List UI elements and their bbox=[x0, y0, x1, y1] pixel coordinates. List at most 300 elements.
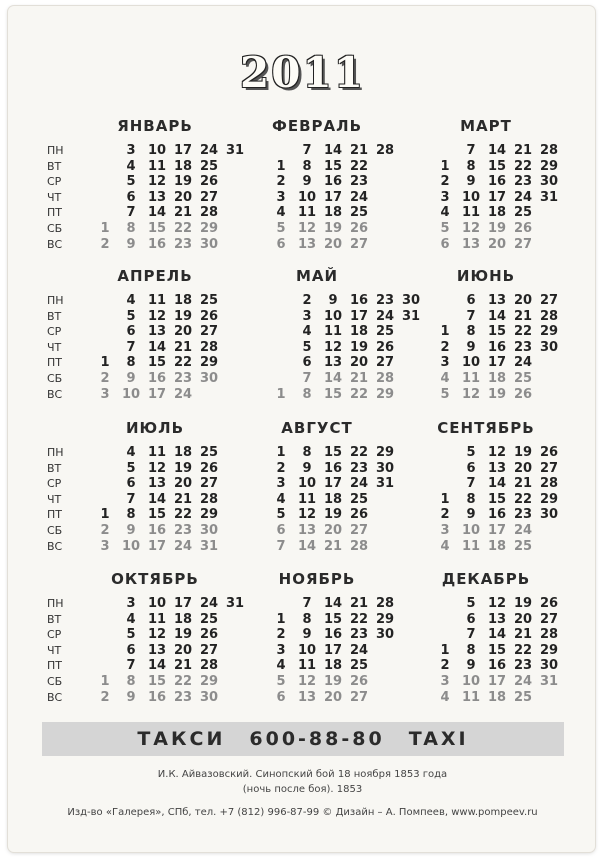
calendar-day: 2 bbox=[100, 371, 110, 386]
calendar-day: 11 bbox=[461, 371, 481, 386]
calendar-day: 9 bbox=[466, 658, 476, 674]
month-name: ФЕВРАЛЬ bbox=[271, 117, 363, 135]
calendar-day: 26 bbox=[349, 507, 369, 523]
calendar-day: 10 bbox=[461, 189, 481, 205]
calendar-day: 10 bbox=[121, 386, 141, 402]
calendar-day: 13 bbox=[487, 293, 507, 308]
calendar-day: 6 bbox=[466, 293, 476, 308]
calendar-day: 14 bbox=[147, 205, 167, 221]
calendar-day: 7 bbox=[466, 627, 476, 643]
calendar-day: 19 bbox=[513, 445, 533, 460]
weekday-label: СР bbox=[47, 477, 62, 491]
weekday-label: ЧТ bbox=[47, 643, 62, 657]
month-name: ОКТЯБРЬ bbox=[111, 570, 199, 588]
weekday-label: ВТ bbox=[47, 461, 62, 475]
calendar-day: 26 bbox=[539, 445, 559, 460]
calendar-day: 29 bbox=[199, 674, 219, 689]
taxi-label-ru: ТАКСИ bbox=[137, 728, 226, 750]
calendar-day: 15 bbox=[487, 642, 507, 658]
calendar-day: 8 bbox=[466, 642, 476, 658]
calendar-day: 20 bbox=[323, 523, 343, 538]
calendar-day: 7 bbox=[302, 596, 312, 611]
calendar-day: 28 bbox=[375, 596, 395, 611]
calendar-day: 5 bbox=[466, 596, 476, 611]
calendar-day: 9 bbox=[126, 689, 136, 705]
calendar-day: 27 bbox=[349, 689, 369, 705]
calendar-day: 11 bbox=[147, 611, 167, 627]
weekday-label: СР bbox=[47, 628, 62, 642]
calendar-day: 24 bbox=[199, 596, 219, 611]
taxi-label-en: TAXI bbox=[408, 728, 469, 750]
calendar-day: 11 bbox=[147, 293, 167, 308]
calendar-day: 16 bbox=[487, 658, 507, 674]
calendar-day: 23 bbox=[513, 507, 533, 523]
calendar-day: 12 bbox=[461, 221, 481, 236]
calendar-day: 16 bbox=[487, 339, 507, 355]
calendar-day: 24 bbox=[375, 308, 395, 324]
calendar-day: 13 bbox=[147, 324, 167, 340]
calendar-day: 9 bbox=[466, 507, 476, 523]
calendar-day: 25 bbox=[349, 658, 369, 674]
calendar-day: 10 bbox=[461, 523, 481, 538]
calendar-day: 5 bbox=[276, 221, 286, 236]
calendar-day: 26 bbox=[349, 221, 369, 236]
calendar-day: 18 bbox=[323, 205, 343, 221]
calendar-day: 7 bbox=[126, 205, 136, 221]
calendar-day: 2 bbox=[100, 236, 110, 252]
calendar-day: 11 bbox=[147, 445, 167, 460]
publisher-footer: Изд-во «Галерея», СПб, тел. +7 (812) 996-87-99 © Дизайн – А. Помпеев, www.pompeev.ru bbox=[67, 807, 538, 818]
calendar-day: 22 bbox=[513, 324, 533, 340]
calendar-day: 18 bbox=[487, 205, 507, 221]
calendar-day: 11 bbox=[297, 491, 317, 507]
calendar-day: 24 bbox=[349, 189, 369, 205]
calendar-day: 23 bbox=[513, 658, 533, 674]
calendar-day: 23 bbox=[349, 627, 369, 643]
weekday-label: ЧТ bbox=[47, 190, 62, 204]
weekday-label: ВС bbox=[47, 539, 63, 553]
weekday-label: ПТ bbox=[47, 356, 62, 370]
calendar-day: 17 bbox=[173, 143, 193, 158]
calendar-day: 22 bbox=[513, 158, 533, 174]
calendar-day: 26 bbox=[199, 627, 219, 643]
calendar-day: 18 bbox=[323, 491, 343, 507]
calendar-day: 19 bbox=[173, 308, 193, 324]
calendar-day: 15 bbox=[147, 221, 167, 236]
weekday-label: СР bbox=[47, 175, 62, 189]
calendar-day: 13 bbox=[297, 236, 317, 252]
calendar-day: 2 bbox=[440, 658, 450, 674]
calendar-day: 30 bbox=[199, 523, 219, 538]
calendar-day: 6 bbox=[440, 236, 450, 252]
calendar-day: 21 bbox=[173, 491, 193, 507]
calendar-day: 15 bbox=[487, 491, 507, 507]
calendar-day: 26 bbox=[199, 308, 219, 324]
calendar-day: 23 bbox=[513, 339, 533, 355]
calendar-day: 30 bbox=[199, 689, 219, 705]
month-name: НОЯБРЬ bbox=[278, 570, 356, 588]
calendar-day: 20 bbox=[173, 642, 193, 658]
calendar-day: 14 bbox=[487, 308, 507, 324]
calendar-day: 19 bbox=[323, 674, 343, 689]
calendar-day: 21 bbox=[513, 476, 533, 492]
calendar-day: 4 bbox=[276, 491, 286, 507]
calendar-day: 2 bbox=[440, 174, 450, 190]
calendar-day: 12 bbox=[147, 308, 167, 324]
calendar-day: 7 bbox=[276, 538, 286, 554]
calendar-day: 2 bbox=[100, 689, 110, 705]
calendar-day: 25 bbox=[199, 445, 219, 460]
calendar-day: 20 bbox=[513, 460, 533, 476]
calendar-day: 2 bbox=[276, 174, 286, 190]
calendar-day: 16 bbox=[487, 174, 507, 190]
weekday-label: СБ bbox=[47, 524, 63, 537]
calendar-day: 1 bbox=[276, 386, 286, 402]
calendar-day: 5 bbox=[276, 674, 286, 689]
calendar-day: 26 bbox=[349, 674, 369, 689]
calendar-day: 24 bbox=[173, 386, 193, 402]
calendar-day: 9 bbox=[302, 627, 312, 643]
calendar-day: 29 bbox=[375, 445, 395, 460]
calendar-day: 7 bbox=[126, 658, 136, 674]
calendar-day: 14 bbox=[297, 538, 317, 554]
month-name: ДЕКАБРЬ bbox=[441, 570, 531, 588]
calendar-day: 15 bbox=[147, 507, 167, 523]
calendar-day: 5 bbox=[302, 339, 312, 355]
calendar-day: 2 bbox=[440, 339, 450, 355]
calendar-day: 1 bbox=[276, 445, 286, 460]
calendar-day: 5 bbox=[440, 386, 450, 402]
calendar-day: 6 bbox=[276, 236, 286, 252]
calendar-day: 27 bbox=[539, 293, 559, 308]
calendar-day: 18 bbox=[173, 293, 193, 308]
calendar-day: 28 bbox=[539, 627, 559, 643]
calendar-day: 11 bbox=[461, 205, 481, 221]
calendar-day: 31 bbox=[199, 538, 219, 554]
calendar-day: 21 bbox=[349, 596, 369, 611]
calendar-day: 6 bbox=[126, 642, 136, 658]
calendar-day: 27 bbox=[539, 460, 559, 476]
calendar-day: 24 bbox=[349, 642, 369, 658]
calendar-day: 17 bbox=[487, 189, 507, 205]
calendar-day: 19 bbox=[173, 460, 193, 476]
calendar-day: 29 bbox=[199, 221, 219, 236]
calendar-day: 16 bbox=[147, 371, 167, 386]
calendar-day: 22 bbox=[349, 445, 369, 460]
calendar-day: 6 bbox=[276, 689, 286, 705]
calendar-day: 19 bbox=[487, 386, 507, 402]
taxi-phone: 600-88-80 bbox=[249, 728, 385, 750]
calendar-day: 13 bbox=[147, 476, 167, 492]
calendar-day: 12 bbox=[461, 386, 481, 402]
calendar-day: 13 bbox=[147, 189, 167, 205]
calendar-day: 25 bbox=[513, 538, 533, 554]
calendar-day: 25 bbox=[513, 371, 533, 386]
painting-caption-line1: И.К. Айвазовский. Синопский бой 18 ноября 1853 года bbox=[157, 769, 448, 780]
calendar-day: 13 bbox=[297, 523, 317, 538]
calendar-day: 29 bbox=[375, 611, 395, 627]
calendar-day: 4 bbox=[126, 293, 136, 308]
calendar-day: 8 bbox=[126, 507, 136, 523]
calendar-day: 23 bbox=[349, 174, 369, 190]
year-title: 2011 bbox=[240, 48, 365, 97]
calendar-day: 9 bbox=[126, 371, 136, 386]
calendar-day: 15 bbox=[323, 611, 343, 627]
calendar-day: 23 bbox=[173, 371, 193, 386]
calendar-day: 15 bbox=[147, 674, 167, 689]
weekday-label: ПН bbox=[47, 294, 64, 307]
calendar-day: 3 bbox=[100, 386, 110, 402]
calendar-day: 3 bbox=[276, 642, 286, 658]
calendar-day: 17 bbox=[173, 596, 193, 611]
calendar-day: 5 bbox=[276, 507, 286, 523]
month-name: МАРТ bbox=[460, 117, 512, 135]
weekday-label: ВТ bbox=[47, 159, 62, 173]
calendar-day: 30 bbox=[539, 658, 559, 674]
calendar-day: 18 bbox=[349, 324, 369, 340]
calendar-day: 28 bbox=[199, 205, 219, 221]
calendar-day: 20 bbox=[487, 236, 507, 252]
calendar-day: 20 bbox=[173, 324, 193, 340]
calendar-day: 5 bbox=[126, 627, 136, 643]
weekday-label: ПН bbox=[47, 597, 64, 610]
calendar-day: 11 bbox=[461, 689, 481, 705]
calendar-day: 27 bbox=[349, 236, 369, 252]
calendar-day: 14 bbox=[487, 143, 507, 158]
weekday-label: ПТ bbox=[47, 659, 62, 673]
calendar-day: 20 bbox=[323, 236, 343, 252]
calendar-day: 24 bbox=[513, 674, 533, 689]
weekday-label: ВТ bbox=[47, 612, 62, 626]
calendar-day: 1 bbox=[440, 491, 450, 507]
calendar-day: 5 bbox=[440, 221, 450, 236]
calendar-day: 20 bbox=[173, 189, 193, 205]
calendar-day: 8 bbox=[466, 491, 476, 507]
calendar-day: 1 bbox=[100, 221, 110, 236]
calendar-day: 7 bbox=[302, 371, 312, 386]
calendar-day: 20 bbox=[173, 476, 193, 492]
calendar-day: 19 bbox=[349, 339, 369, 355]
calendar-day: 10 bbox=[147, 143, 167, 158]
weekday-label: ЧТ bbox=[47, 340, 62, 354]
calendar-day: 24 bbox=[513, 355, 533, 371]
calendar-day: 22 bbox=[173, 507, 193, 523]
weekday-label: ПТ bbox=[47, 206, 62, 220]
calendar-day: 8 bbox=[126, 355, 136, 371]
calendar-day: 2 bbox=[100, 523, 110, 538]
calendar-day: 2 bbox=[302, 293, 312, 308]
calendar-day: 6 bbox=[126, 324, 136, 340]
calendar-day: 26 bbox=[513, 221, 533, 236]
calendar-day: 25 bbox=[375, 324, 395, 340]
calendar-day: 8 bbox=[302, 445, 312, 460]
calendar-day: 10 bbox=[297, 189, 317, 205]
taxi-banner bbox=[42, 722, 564, 756]
calendar-day: 27 bbox=[375, 355, 395, 371]
calendar-day: 18 bbox=[487, 538, 507, 554]
weekday-label: ВС bbox=[47, 387, 63, 401]
calendar-day: 30 bbox=[199, 236, 219, 252]
calendar-day: 29 bbox=[199, 507, 219, 523]
calendar-day: 23 bbox=[349, 460, 369, 476]
calendar-day: 12 bbox=[297, 674, 317, 689]
calendar-day: 20 bbox=[349, 355, 369, 371]
month-name: МАЙ bbox=[295, 267, 339, 285]
calendar-day: 9 bbox=[466, 174, 476, 190]
calendar-day: 6 bbox=[126, 476, 136, 492]
calendar-day: 26 bbox=[375, 339, 395, 355]
calendar-day: 16 bbox=[323, 174, 343, 190]
calendar-day: 3 bbox=[440, 523, 450, 538]
calendar-day: 1 bbox=[440, 158, 450, 174]
calendar-day: 6 bbox=[466, 460, 476, 476]
calendar-day: 14 bbox=[147, 658, 167, 674]
calendar-day: 21 bbox=[323, 538, 343, 554]
calendar-day: 6 bbox=[126, 189, 136, 205]
calendar-day: 16 bbox=[323, 627, 343, 643]
calendar-day: 28 bbox=[375, 371, 395, 386]
calendar-day: 22 bbox=[513, 642, 533, 658]
calendar-day: 22 bbox=[173, 674, 193, 689]
calendar-day: 11 bbox=[147, 158, 167, 174]
calendar-day: 15 bbox=[147, 355, 167, 371]
calendar-day: 25 bbox=[199, 158, 219, 174]
calendar-day: 23 bbox=[173, 523, 193, 538]
calendar-day: 1 bbox=[276, 611, 286, 627]
calendar-day: 21 bbox=[173, 658, 193, 674]
calendar-day: 20 bbox=[323, 689, 343, 705]
calendar-day: 17 bbox=[323, 642, 343, 658]
calendar-day: 12 bbox=[487, 596, 507, 611]
calendar-day: 5 bbox=[126, 174, 136, 190]
calendar-day: 27 bbox=[199, 189, 219, 205]
calendar-day: 10 bbox=[461, 355, 481, 371]
calendar-day: 27 bbox=[199, 642, 219, 658]
calendar-day: 12 bbox=[147, 174, 167, 190]
calendar-day: 15 bbox=[323, 445, 343, 460]
calendar-day: 17 bbox=[323, 189, 343, 205]
weekday-label: ПТ bbox=[47, 508, 62, 522]
calendar-day: 27 bbox=[513, 236, 533, 252]
calendar-day: 17 bbox=[147, 538, 167, 554]
calendar-day: 15 bbox=[323, 158, 343, 174]
calendar-day: 29 bbox=[539, 158, 559, 174]
calendar-day: 30 bbox=[401, 293, 421, 308]
calendar-day: 24 bbox=[513, 189, 533, 205]
calendar-day: 4 bbox=[276, 658, 286, 674]
calendar-day: 18 bbox=[173, 445, 193, 460]
calendar-day: 14 bbox=[323, 371, 343, 386]
calendar-day: 14 bbox=[147, 339, 167, 355]
calendar-day: 8 bbox=[126, 221, 136, 236]
calendar-day: 5 bbox=[126, 460, 136, 476]
calendar-day: 10 bbox=[323, 308, 343, 324]
calendar-day: 21 bbox=[513, 308, 533, 324]
calendar-day: 11 bbox=[461, 538, 481, 554]
calendar-day: 12 bbox=[297, 221, 317, 236]
weekday-label: ВС bbox=[47, 237, 63, 251]
weekday-label: СБ bbox=[47, 675, 63, 688]
calendar-day: 31 bbox=[539, 189, 559, 205]
calendar-day: 21 bbox=[173, 339, 193, 355]
calendar-day: 22 bbox=[173, 355, 193, 371]
calendar-day: 16 bbox=[147, 236, 167, 252]
calendar-day: 17 bbox=[487, 674, 507, 689]
calendar-day: 17 bbox=[323, 476, 343, 492]
calendar-day: 10 bbox=[121, 538, 141, 554]
calendar-day: 12 bbox=[147, 460, 167, 476]
weekday-label: ПН bbox=[47, 446, 64, 459]
calendar-day: 8 bbox=[126, 674, 136, 689]
calendar-day: 20 bbox=[513, 293, 533, 308]
calendar-day: 22 bbox=[349, 158, 369, 174]
calendar-day: 3 bbox=[302, 308, 312, 324]
calendar-day: 8 bbox=[466, 324, 476, 340]
calendar-day: 15 bbox=[323, 386, 343, 402]
calendar-day: 13 bbox=[147, 642, 167, 658]
calendar-day: 17 bbox=[487, 523, 507, 538]
calendar-day: 25 bbox=[199, 293, 219, 308]
calendar-day: 8 bbox=[302, 158, 312, 174]
calendar-day: 30 bbox=[539, 339, 559, 355]
calendar-day: 12 bbox=[147, 627, 167, 643]
calendar-day: 28 bbox=[349, 538, 369, 554]
weekday-label: СБ bbox=[47, 222, 63, 235]
calendar-day: 13 bbox=[297, 689, 317, 705]
calendar-day: 1 bbox=[440, 324, 450, 340]
calendar-day: 15 bbox=[487, 324, 507, 340]
calendar-day: 30 bbox=[539, 174, 559, 190]
calendar-day: 18 bbox=[487, 689, 507, 705]
calendar-day: 7 bbox=[126, 339, 136, 355]
calendar-day: 2 bbox=[276, 627, 286, 643]
calendar-day: 16 bbox=[147, 523, 167, 538]
calendar-day: 19 bbox=[173, 174, 193, 190]
calendar-day: 30 bbox=[375, 460, 395, 476]
calendar-day: 11 bbox=[297, 205, 317, 221]
calendar-day: 24 bbox=[173, 538, 193, 554]
calendar-day: 23 bbox=[513, 174, 533, 190]
calendar-day: 30 bbox=[539, 507, 559, 523]
month-name: ИЮЛЬ bbox=[125, 419, 185, 437]
calendar-day: 11 bbox=[323, 324, 343, 340]
calendar-day: 19 bbox=[487, 221, 507, 236]
calendar-day: 24 bbox=[349, 476, 369, 492]
calendar-day: 18 bbox=[173, 611, 193, 627]
calendar-day: 7 bbox=[466, 143, 476, 158]
calendar-day: 23 bbox=[173, 689, 193, 705]
calendar-day: 22 bbox=[349, 386, 369, 402]
calendar-day: 19 bbox=[323, 221, 343, 236]
calendar-day: 9 bbox=[466, 339, 476, 355]
calendar-day: 19 bbox=[513, 596, 533, 611]
calendar-day: 6 bbox=[276, 523, 286, 538]
calendar-day: 12 bbox=[323, 339, 343, 355]
calendar-day: 14 bbox=[147, 491, 167, 507]
calendar-day: 28 bbox=[199, 658, 219, 674]
calendar-day: 21 bbox=[349, 143, 369, 158]
calendar-day: 31 bbox=[375, 476, 395, 492]
weekday-label: СБ bbox=[47, 372, 63, 385]
calendar-day: 1 bbox=[100, 674, 110, 689]
calendar-day: 1 bbox=[440, 642, 450, 658]
calendar-day: 12 bbox=[297, 507, 317, 523]
calendar-day: 22 bbox=[173, 221, 193, 236]
calendar-day: 8 bbox=[466, 158, 476, 174]
calendar-day: 3 bbox=[276, 189, 286, 205]
calendar-day: 26 bbox=[513, 386, 533, 402]
calendar-day: 3 bbox=[126, 596, 136, 611]
